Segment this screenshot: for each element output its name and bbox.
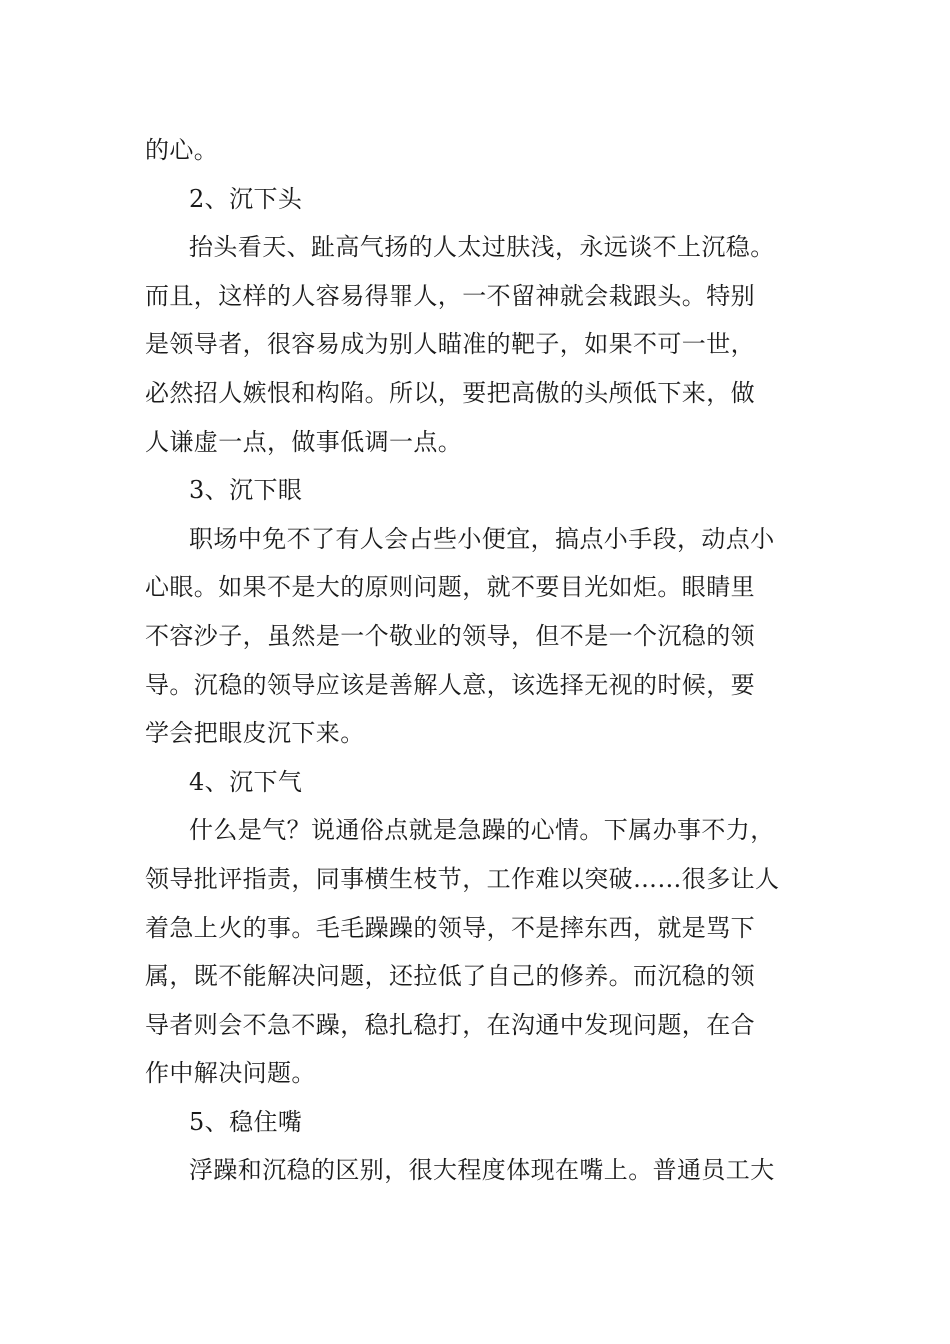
paragraph-line: 人谦虚一点，做事低调一点。 (145, 427, 463, 456)
paragraph-line: 着急上火的事。毛毛躁躁的领导，不是摔东西，就是骂下 (145, 913, 755, 942)
section-heading: 2、沉下头 (189, 184, 303, 213)
paragraph-line: 作中解决问题。 (145, 1059, 316, 1088)
paragraph-line: 浮躁和沉稳的区别，很大程度体现在嘴上。普通员工大 (189, 1156, 775, 1185)
paragraph-line: 必然招人嫉恨和构陷。所以，要把高傲的头颅低下来，做 (145, 378, 755, 407)
paragraph-line: 领导批评指责，同事横生枝节，工作难以突破……很多让人 (145, 864, 780, 893)
paragraph-line: 不容沙子，虽然是一个敬业的领导，但不是一个沉稳的领 (145, 621, 755, 650)
paragraph-line: 学会把眼皮沉下来。 (145, 719, 365, 748)
section-heading: 5、稳住嘴 (189, 1107, 303, 1136)
section-heading: 4、沉下气 (189, 767, 303, 796)
paragraph-line: 什么是气？说通俗点就是急躁的心情。下属办事不力， (189, 816, 775, 845)
paragraph-line: 导。沉稳的领导应该是善解人意，该选择无视的时候，要 (145, 670, 755, 699)
paragraph-line: 而且，这样的人容易得罪人，一不留神就会栽跟头。特别 (145, 281, 755, 310)
paragraph-line: 心眼。如果不是大的原则问题，就不要目光如炬。眼睛里 (145, 573, 755, 602)
paragraph-line: 是领导者，很容易成为别人瞄准的靶子，如果不可一世， (145, 330, 755, 359)
paragraph-line: 的心。 (145, 136, 219, 164)
section-heading: 3、沉下眼 (189, 476, 303, 505)
paragraph-line: 职场中免不了有人会占些小便宜，搞点小手段，动点小 (189, 524, 775, 553)
paragraph-line: 属，既不能解决问题，还拉低了自己的修养。而沉稳的领 (145, 962, 755, 991)
paragraph-line: 导者则会不急不躁，稳扎稳打，在沟通中发现问题，在合 (145, 1010, 755, 1039)
paragraph-line: 抬头看天、趾高气扬的人太过肤浅，永远谈不上沉稳。 (189, 233, 775, 262)
document-body (145, 126, 807, 1195)
